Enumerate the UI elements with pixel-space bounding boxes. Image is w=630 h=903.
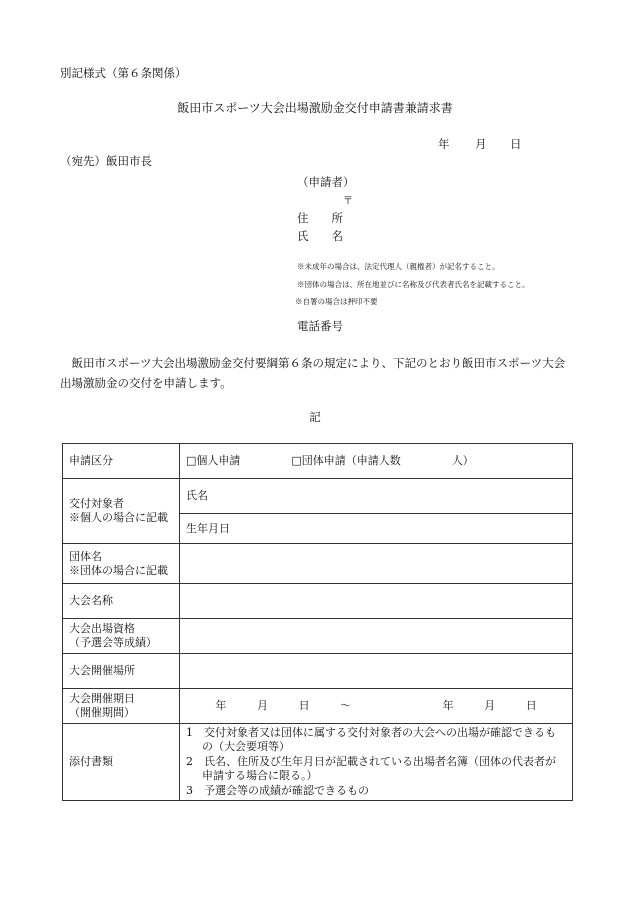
group-name-field[interactable] [180,544,573,584]
date-month-label: 月 [475,137,487,151]
recipient-note: ※個人の場合に記載 [69,511,168,524]
form-id: 別記様式（第６条関係） [60,66,187,80]
name-label: 氏 名 [297,229,343,243]
group-count-suffix: 人） [451,454,474,467]
phone-label: 電話番号 [297,319,343,333]
qualification-field[interactable] [180,619,573,654]
body-text: 飯田市スポーツ大会出場激励金交付要綱第６条の規定により、下記のとおり飯田市スポーツ大会出場激励金の交付を申請します。 [60,356,566,390]
group-name-note: ※団体の場合に記載 [69,563,168,577]
table-row [63,479,573,514]
recipient-label: 交付対象者 [69,497,124,510]
address-label: 住 所 [297,211,343,225]
period-field[interactable] [180,689,573,724]
table-row [63,584,573,619]
attachment-item: 2 氏名、住所及び生年月日が記載されている出場者名簿（団体の代表者が申請する場合に限る。） [186,754,556,783]
individual-checkbox[interactable]: □個人申請 [186,454,241,467]
table-row [63,654,573,689]
note-seal: ※自署の場合は押印不要 [295,297,378,306]
table-row [63,444,573,479]
attachment-item: 1 交付対象者又は団体に属する交付対象者の大会への出場が確認できるもの（大会要項等） [186,725,556,754]
page-title: 飯田市スポーツ大会出場激励金交付申請書兼請求書 [177,101,453,115]
qualification-note: （予選会等成績） [69,636,157,649]
venue-field[interactable] [180,654,573,689]
table-row [63,619,573,654]
attachments-label: 添付書類 [63,724,180,801]
application-table [62,443,573,801]
postal-mark: 〒 [343,196,353,207]
category-label: 申請区分 [63,444,180,479]
attachment-item: 3 予選会等の成績が確認できるもの [186,783,369,797]
period-label-cell [63,689,180,724]
qualification-label-cell [63,619,180,654]
applicant-heading: （申請者） [297,175,355,189]
date-year-label: 年 [438,137,450,151]
period-start-year: 年 [215,699,227,712]
birthdate-field[interactable]: 生年月日 [180,514,573,544]
period-end-day: 日 [525,699,537,712]
period-end-year: 年 [442,699,454,712]
table-row [63,544,573,584]
period-tilde: ～ [340,699,352,712]
group-name-label-cell [63,544,180,584]
name-field[interactable]: 氏名 [180,479,573,514]
period-start-day: 日 [298,699,310,712]
period-end-month: 月 [484,699,496,712]
venue-label: 大会開催場所 [63,654,180,689]
period-label: 大会開催期日 [69,692,135,705]
period-note: （開催期間） [69,706,135,719]
period-start-month: 月 [256,699,268,712]
qualification-label: 大会出場資格 [69,622,135,635]
ki-heading: 記 [309,410,321,424]
attachments-list [186,726,566,799]
table-row [63,689,573,724]
group-name-label: 団体名 [69,549,102,563]
category-options [180,444,573,479]
date-day-label: 日 [510,137,522,151]
tournament-label: 大会名称 [63,584,180,619]
table-row [63,724,573,801]
note-minor: ※未成年の場合は、法定代理人（親権者）が記名すること。 [297,262,500,271]
note-group: ※団体の場合は、所在地並びに名称及び代表者氏名を記載すること。 [297,280,530,289]
addressee: （宛先）飯田市長 [60,154,152,168]
attachments-cell [180,724,573,801]
tournament-field[interactable] [180,584,573,619]
recipient-label-cell [63,479,180,544]
group-checkbox[interactable]: □団体申請（申請人数 [291,454,401,467]
